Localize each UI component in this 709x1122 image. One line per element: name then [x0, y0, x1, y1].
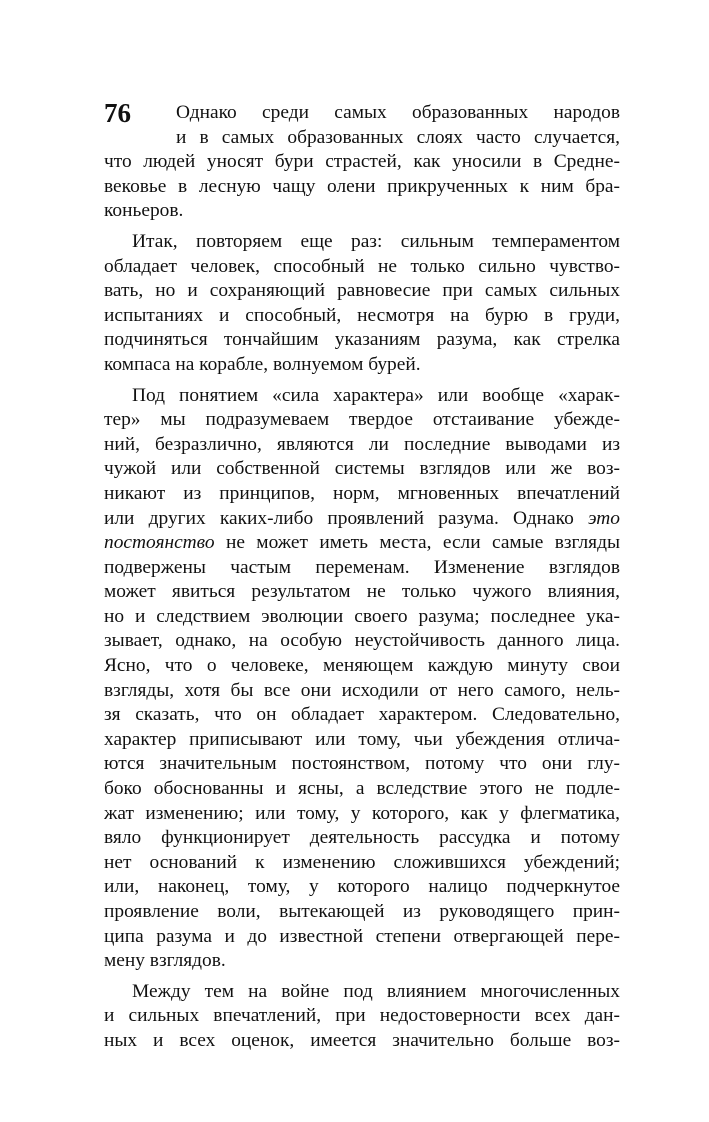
text-line: испытаниях и способный, несмотря на бурю в груди,	[104, 304, 620, 326]
text-segment: или других каких-либо проявлений разума. Однако	[104, 507, 574, 529]
text-line: мену взглядов.	[104, 950, 226, 972]
text-line: нет оснований к изменению сложившихся убеждений;	[104, 851, 620, 873]
text-line: Итак, повторяем еще раз: сильным темпераментом	[132, 230, 620, 252]
text-line: Ясно, что о человеке, меняющем каждую минуту свои	[104, 655, 620, 677]
text-line: но и следствием эволюции своего разума; последнее ука-	[104, 605, 620, 627]
italic-term: это	[587, 507, 620, 529]
text-line: характер приписывают или тому, чьи убеждения отлича-	[104, 728, 620, 750]
text-line	[104, 507, 620, 532]
text-line: и сильных впечатлений, при недостоверности всех дан-	[104, 1005, 620, 1027]
text-line: вать, но и сохраняющий равновесие при самых сильных	[104, 280, 620, 302]
text-line: ются значительным постоянством, потому что они глу-	[104, 753, 620, 775]
text-line: взгляды, хотя бы все они исходили от него самого, нель-	[104, 679, 620, 701]
text-line: зывает, однако, на особую неустойчивость данного лица.	[104, 630, 620, 652]
text-line: подвержены частым переменам. Изменение взглядов	[104, 556, 620, 578]
paragraph-4	[104, 980, 620, 1054]
text-line: подчиняться тончайшим указаниям разума, как стрелка	[104, 329, 620, 351]
text-line: ных и всех оценок, имеется значительно больше воз-	[104, 1029, 620, 1051]
text-line: Под понятием «сила характера» или вообще «харак-	[132, 384, 620, 406]
page-text	[104, 101, 620, 1054]
text-line	[104, 531, 620, 556]
text-line: проявление воли, вытекающей из руководящего прин-	[104, 901, 620, 922]
text-line: тер» мы подразумеваем твердое отстаивание убежде-	[104, 409, 620, 431]
text-line: компаса на корабле, волнуемом бурей.	[104, 353, 421, 375]
italic-term: постоянство	[104, 532, 215, 554]
text-line: вяло функционирует деятельность рассудка и потому	[104, 827, 620, 849]
paragraph-3	[104, 384, 620, 974]
text-segment: не может иметь места, если самые взгляды	[225, 532, 620, 554]
page-number: 76	[104, 98, 131, 128]
text-line: Однако среди самых образованных народов	[176, 102, 620, 123]
text-line: или, наконец, тому, у которого налицо подчеркнутое	[104, 876, 620, 898]
text-line: чужой или собственной системы взглядов или же воз-	[104, 458, 620, 480]
text-line: и в самых образованных слоях часто случается,	[176, 126, 620, 148]
text-line: жат изменению; или тому, у которого, как у флегматика,	[104, 802, 620, 824]
text-line: ний, безразлично, являются ли последние выводами из	[104, 433, 620, 455]
text-line: боко обоснованны и ясны, а вследствие этого не подле-	[104, 778, 620, 800]
text-line: может явиться результатом не только чужого влияния,	[104, 581, 620, 603]
text-line: ципа разума и до известной степени отвергающей пере-	[104, 925, 620, 947]
text-line: зя сказать, что он обладает характером. Следовательно,	[104, 704, 620, 726]
paragraph-1	[104, 101, 620, 224]
text-line: коньеров.	[104, 200, 184, 222]
paragraph-2	[104, 230, 620, 378]
text-line: что людей уносят бури страстей, как уносили в Средне-	[104, 151, 620, 173]
text-line: обладает человек, способный не только сильно чувство-	[104, 255, 620, 277]
text-line: вековье в лесную чащу олени прикрученных к ним бра-	[104, 175, 620, 197]
text-line: Между тем на войне под влиянием многочисленных	[132, 980, 620, 1002]
text-line: никают из принципов, норм, мгновенных впечатлений	[104, 482, 620, 504]
